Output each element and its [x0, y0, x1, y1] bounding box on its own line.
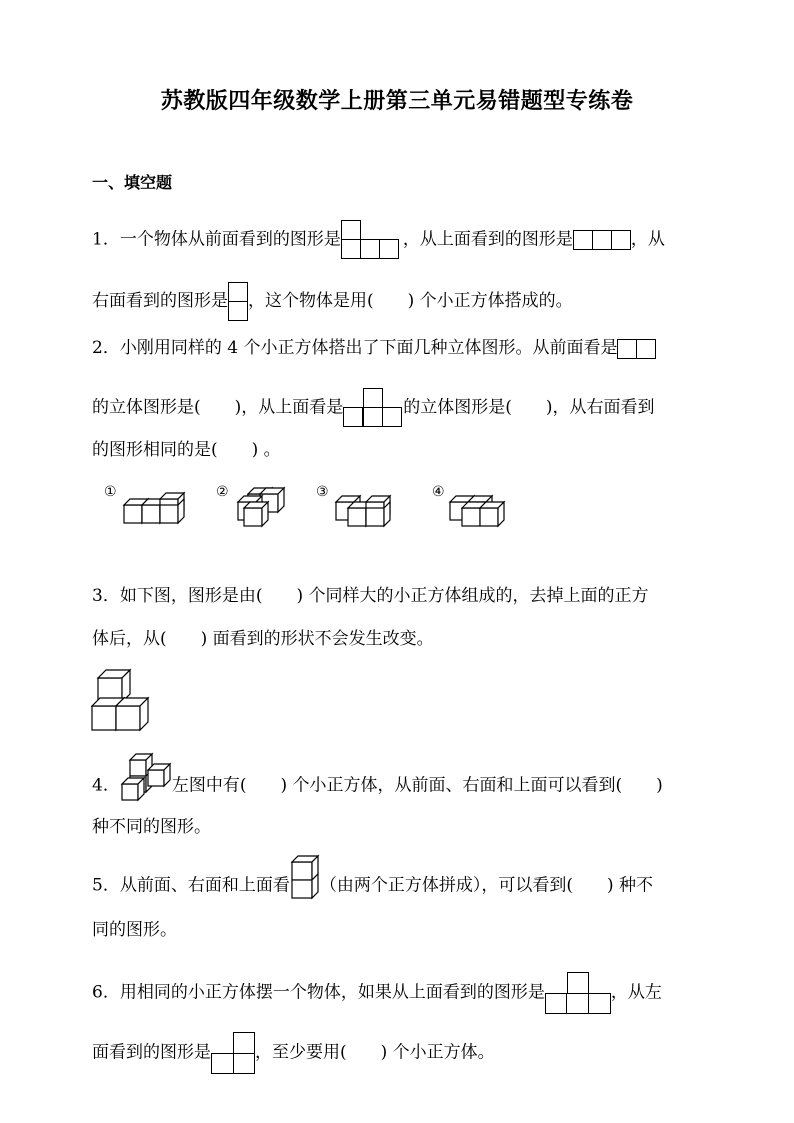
- q4-line-2: [92, 815, 211, 839]
- q6-text-b: ，从左: [610, 982, 662, 1003]
- section-heading-fill-in: 一、填空题: [92, 173, 173, 192]
- q2-option-label-3: ③: [316, 484, 329, 500]
- grid-cell: [363, 407, 383, 427]
- q5-text-c: 同的图形。: [92, 920, 177, 940]
- q3-text-b: 体后，从( ) 面看到的形状不会发生改变。: [92, 629, 434, 649]
- q3-line-2: [92, 627, 434, 651]
- grid-cell: [611, 230, 631, 250]
- cube: [480, 502, 504, 526]
- grid-cell: [566, 993, 589, 1014]
- q4-line-1: [92, 762, 663, 810]
- q1-text-a: 1．一个物体从前面看到的图形是: [92, 229, 341, 250]
- q6-text-a: 6．用相同的小正方体摆一个物体，如果从上面看到的图形是: [92, 982, 545, 1003]
- q1-text-d: 右面看到的图形是: [92, 291, 228, 311]
- grid-cell: [379, 239, 399, 259]
- q2-option-1-solid: [120, 492, 195, 528]
- grid-cell: [567, 972, 589, 994]
- q4-text-a: 4．: [92, 775, 120, 796]
- q3-text-a: 3．如下图，图形是由( ) 个同样大的小正方体组成的，去掉上面的正方: [92, 586, 649, 606]
- q1-line-2: [92, 282, 573, 321]
- q1-front-view-figure: [341, 220, 403, 260]
- q2-option-label-4: ④: [432, 484, 445, 500]
- q4-text-c: 种不同的图形。: [92, 817, 211, 837]
- q1-text-b: ，从上面看到的图形是: [402, 229, 573, 250]
- q6-top-view-figure: [545, 972, 611, 1014]
- q6-left-view-figure: [211, 1032, 255, 1074]
- q2-option-4-solid: [446, 490, 521, 530]
- cube: [292, 856, 318, 880]
- q5-text-b: （由两个正方体拼成），可以看到( ) 种不: [319, 875, 653, 896]
- cube: [244, 502, 268, 526]
- q1-text-e: ，这个物体是用( ) 个小正方体搭成的。: [248, 291, 573, 311]
- page-title: 苏教版四年级数学上册第三单元易错题型专练卷: [160, 88, 634, 114]
- grid-cell: [343, 407, 363, 427]
- q2-top-view-figure: [343, 388, 403, 428]
- q2-line-1: [92, 336, 657, 360]
- q6-text-d: ，至少要用( ) 个小正方体。: [255, 1042, 495, 1063]
- cube: [122, 778, 144, 800]
- grid-cell: [617, 339, 637, 359]
- grid-cell: [363, 388, 383, 408]
- q6-line-2: [92, 1032, 495, 1074]
- q5-line-2: [92, 918, 177, 942]
- grid-cell: [636, 339, 656, 359]
- q2-option-label-1: ①: [104, 484, 117, 500]
- grid-cell: [573, 230, 593, 250]
- q1-right-view-figure: [228, 282, 248, 321]
- q2-text-a: 2．小刚用同样的 4 个小正方体搭出了下面几种立体图形。从前面看是: [92, 338, 618, 358]
- q2-option-3-solid: [332, 490, 407, 530]
- q1-top-view-figure: [573, 230, 631, 250]
- grid-cell: [588, 993, 611, 1014]
- q5-line-1: [92, 866, 653, 906]
- q4-solid-figure: [120, 762, 172, 810]
- grid-cell: [233, 1032, 255, 1054]
- q2-text-b: 的立体图形是( )，从上面看是: [92, 397, 344, 418]
- cube: [116, 698, 148, 730]
- q5-text-a: 5．从前面、右面和上面看: [92, 875, 290, 896]
- grid-cell: [228, 301, 248, 321]
- grid-cell: [592, 230, 612, 250]
- q2-option-2-solid: [234, 488, 294, 530]
- grid-cell: [341, 239, 361, 259]
- q2-text-d: 的图形相同的是( ) 。: [92, 440, 281, 460]
- q2-front-view-figure: [617, 339, 657, 359]
- q1-line-1: [92, 220, 665, 260]
- q2-line-2: [92, 388, 655, 428]
- q2-line-3: [92, 438, 281, 462]
- grid-cell: [341, 220, 361, 240]
- cube: [148, 764, 170, 786]
- q2-text-c: 的立体图形是( )，从右面看到: [403, 397, 655, 418]
- q5-solid-figure: [290, 866, 320, 906]
- grid-cell: [211, 1053, 234, 1074]
- grid-cell: [233, 1053, 255, 1074]
- q3-line-1: [92, 584, 648, 608]
- grid-cell: [545, 993, 567, 1014]
- q6-line-1: [92, 972, 662, 1014]
- grid-cell: [360, 239, 380, 259]
- cube: [98, 670, 130, 702]
- q3-solid-figure: [90, 664, 152, 734]
- grid-cell: [228, 282, 248, 302]
- q6-text-c: 面看到的图形是: [92, 1042, 211, 1063]
- grid-cell: [382, 407, 402, 427]
- q1-text-c: ，从: [630, 229, 665, 250]
- q2-option-label-2: ②: [216, 484, 229, 500]
- q4-text-b: 左图中有( ) 个小正方体，从前面、右面和上面可以看到( ): [171, 775, 663, 796]
